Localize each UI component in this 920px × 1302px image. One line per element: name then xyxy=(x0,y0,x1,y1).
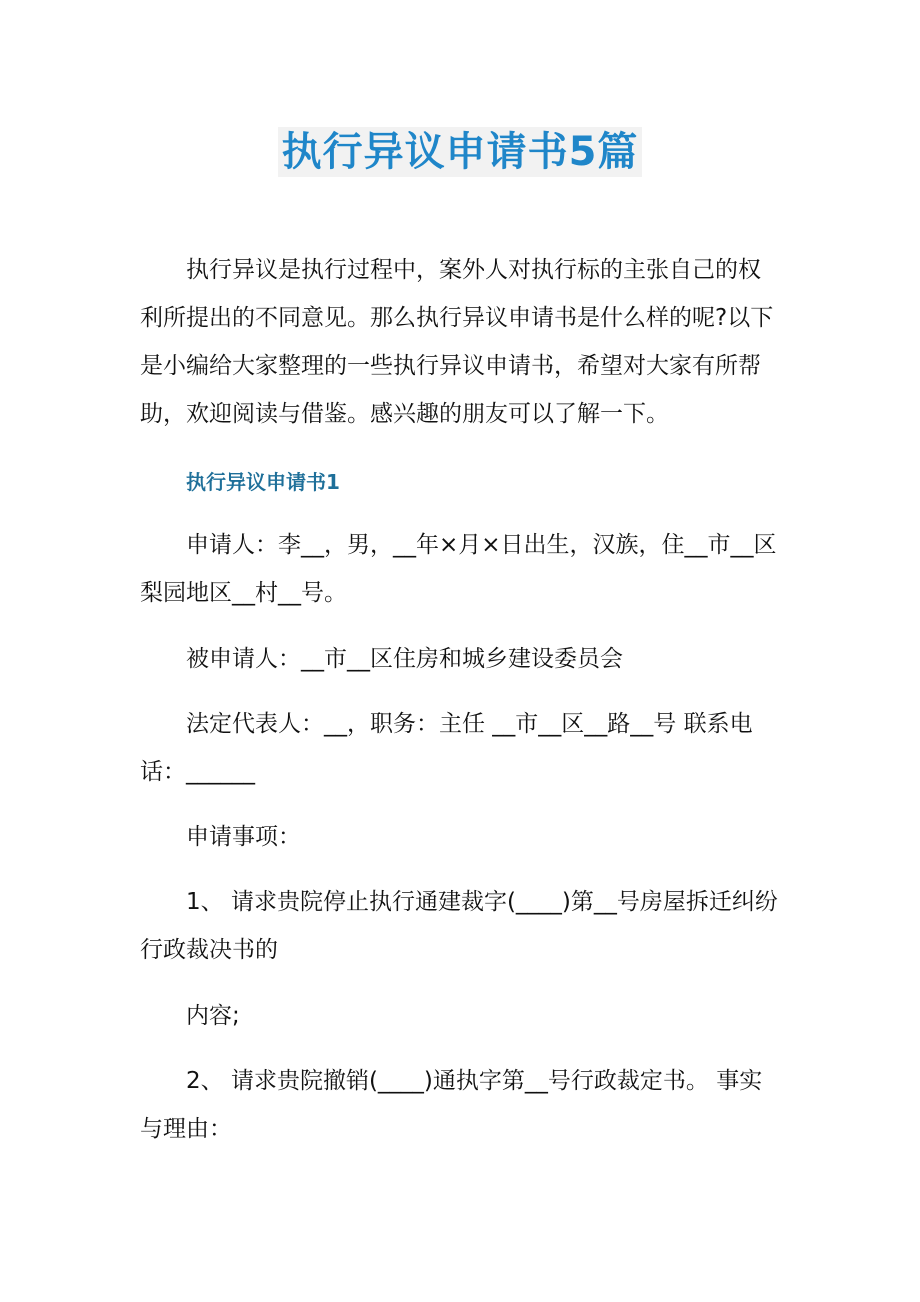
applicant-paragraph: 申请人：李__，男，__年×月×日出生，汉族，住__市__区梨园地区__村__号。 xyxy=(140,532,777,606)
section-heading: 执行异议申请书1 xyxy=(186,470,340,494)
request-items-label: 申请事项： xyxy=(186,824,301,850)
request-item-1-continued: 内容; xyxy=(186,1003,240,1029)
request-item-2: 2、 请求贵院撤销(____)通执字第__号行政裁定书。 事实与理由： xyxy=(140,1068,763,1142)
document-title: 执行异议申请书5篇 xyxy=(0,120,920,177)
intro-paragraph: 执行异议是执行过程中，案外人对执行标的主张自己的权利所提出的不同意见。那么执行异议申请书是什么样的呢?以下是小编给大家整理的一些执行异议申请书，希望对大家有所帮助，欢迎阅读与借鉴。感兴趣的朋友可以了解一下。 xyxy=(140,257,774,427)
legal-representative-paragraph: 法定代表人：__，职务：主任 __市__区__路__号 联系电话：______ xyxy=(140,711,753,785)
request-item-1: 1、 请求贵院停止执行通建裁字(____)第__号房屋拆迁纠纷行政裁决书的 xyxy=(140,889,778,963)
respondent-paragraph: 被申请人：__市__区住房和城乡建设委员会 xyxy=(186,646,623,672)
